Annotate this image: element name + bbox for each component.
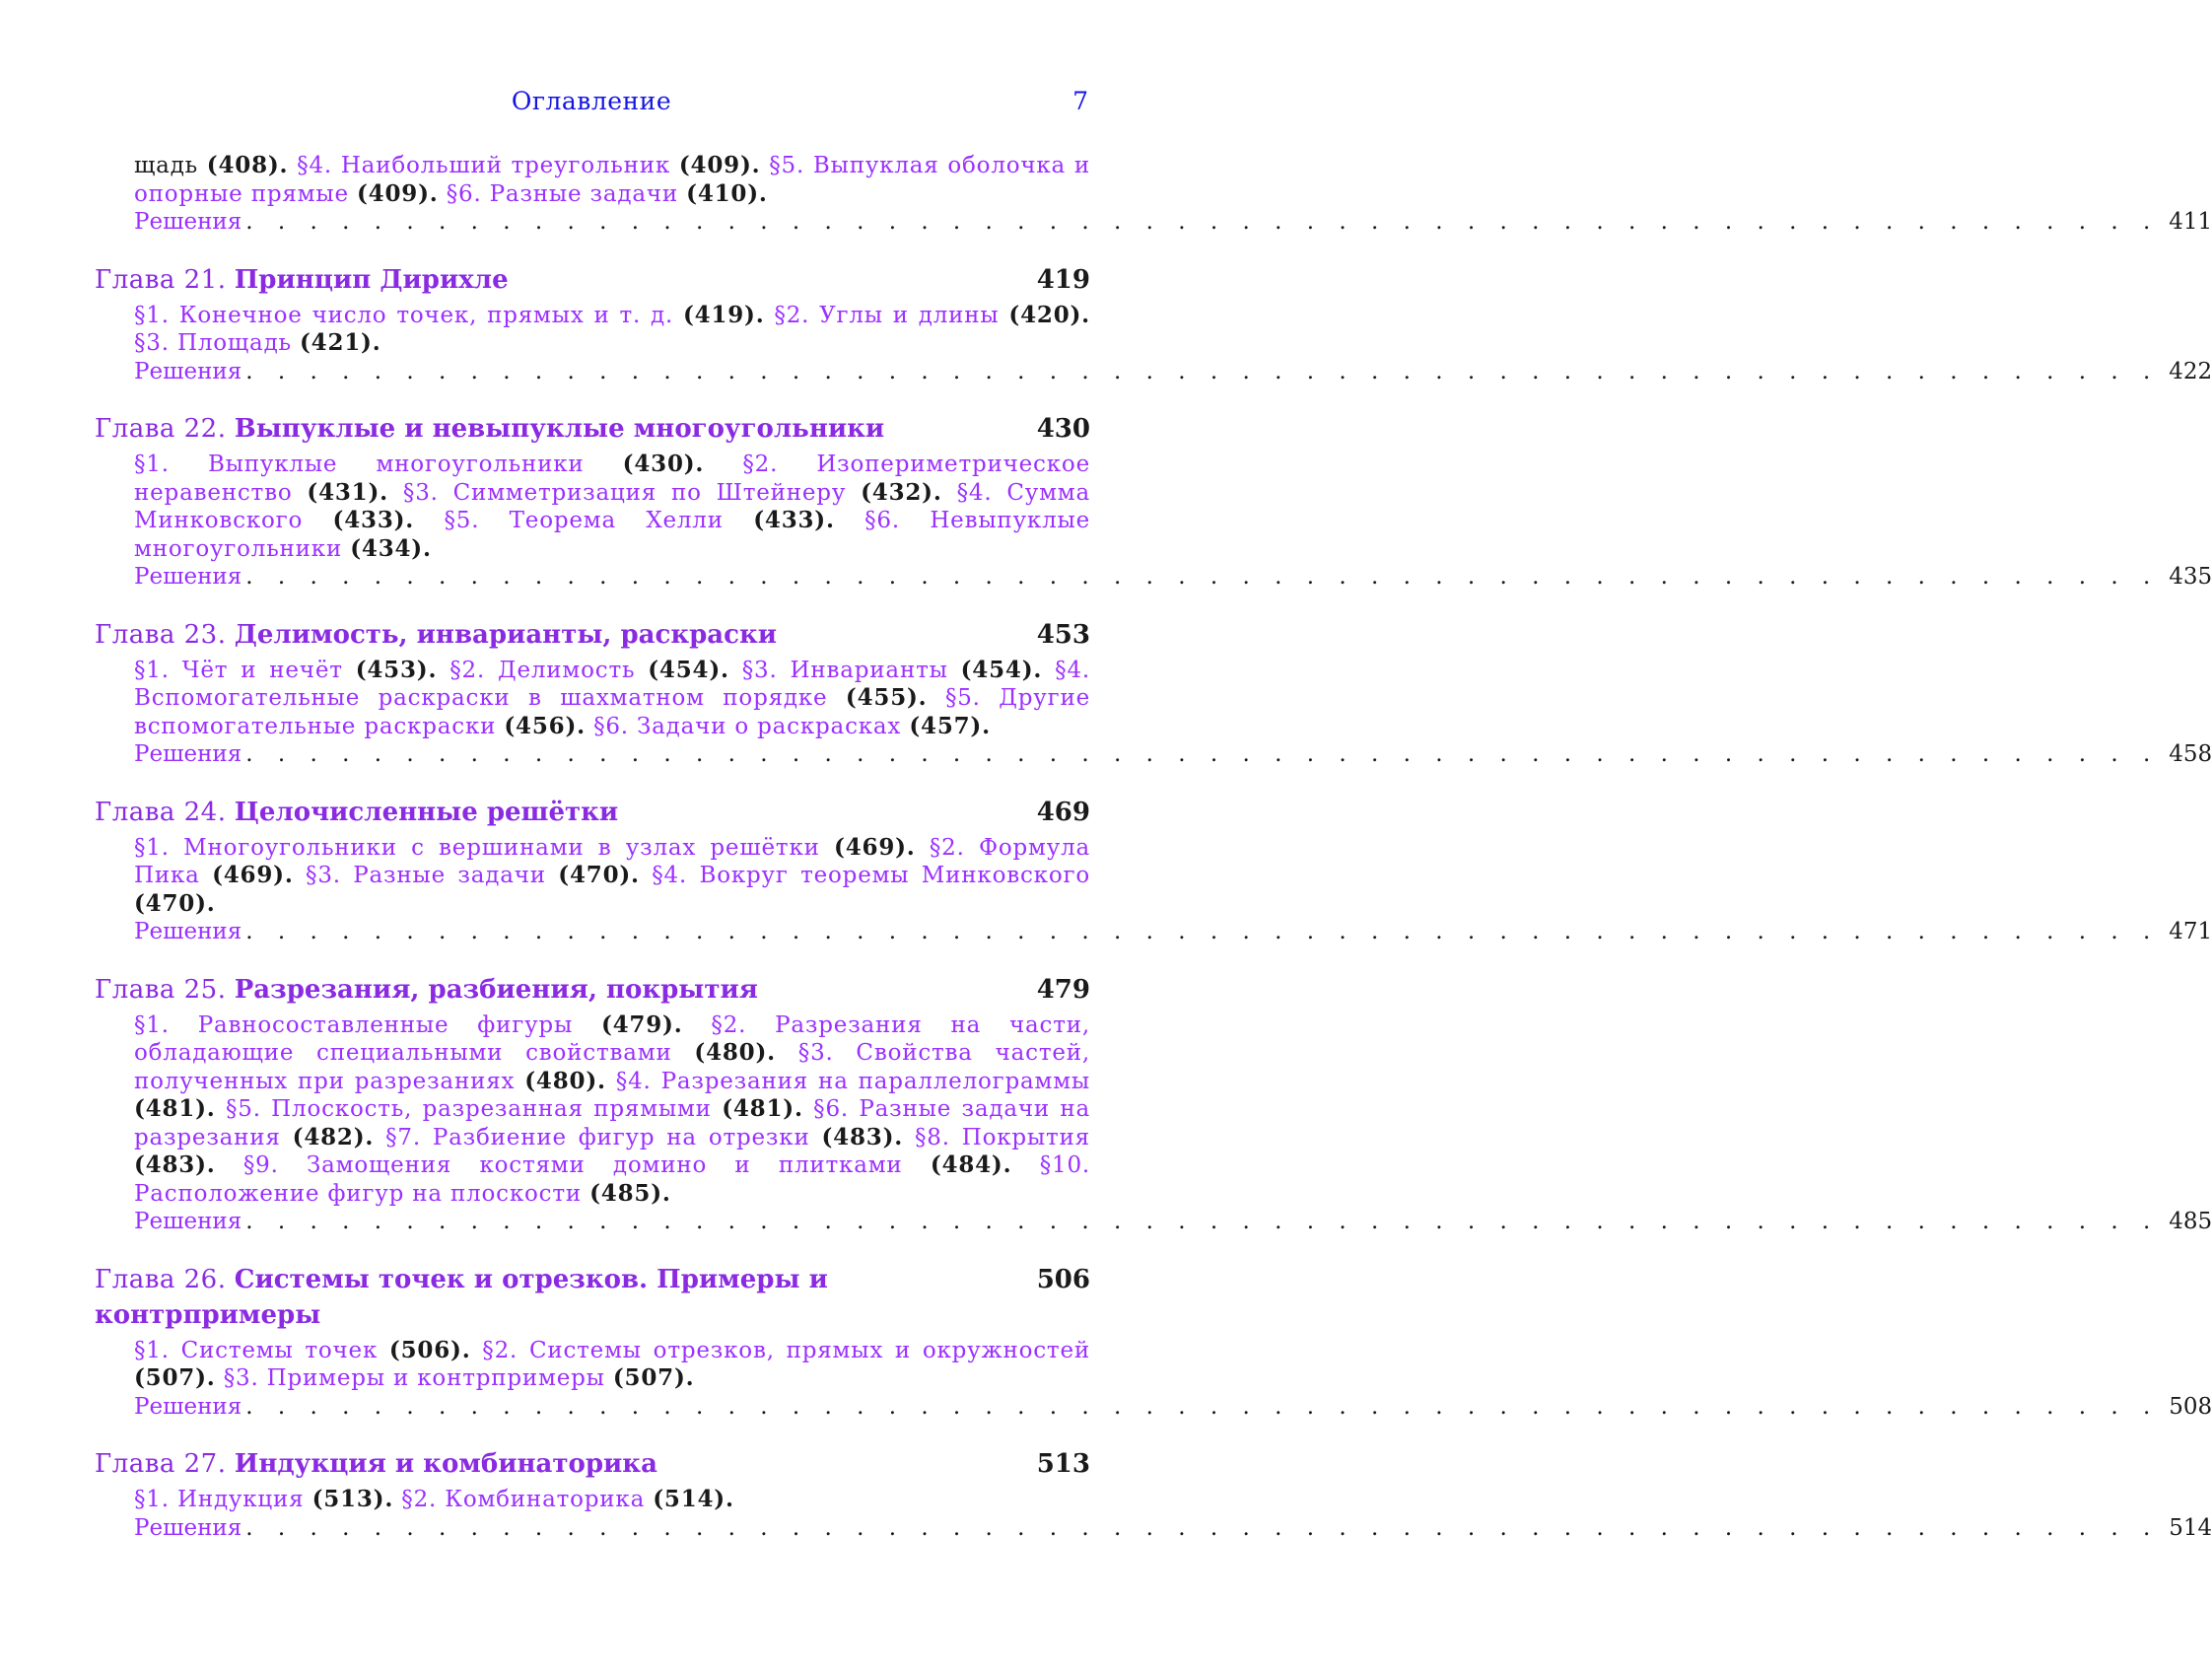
chapter-page: 453 (1036, 619, 1090, 650)
section-page: (485). (589, 1179, 671, 1207)
section-link[interactable]: §1. Индукция (134, 1487, 312, 1512)
chapter-title[interactable]: Разрезания, разбиения, покрытия (234, 974, 758, 1005)
section-page: (481). (722, 1095, 803, 1122)
section-link[interactable]: §3. Симметризация по Штейнеру (387, 479, 862, 506)
section-page: (507). (612, 1364, 695, 1391)
chapter-title[interactable]: Принцип Дирихле (234, 264, 509, 295)
section-link[interactable]: §6. Разные задачи (438, 180, 687, 207)
section-link[interactable]: §1. Выпуклые многоугольники (134, 452, 623, 477)
solutions-label[interactable]: Решения (134, 564, 242, 590)
solutions-line[interactable] (95, 563, 2212, 592)
section-page: (507). (134, 1364, 216, 1391)
chapter-heading[interactable] (95, 795, 1090, 830)
section-page: (409). (357, 179, 439, 207)
section-link[interactable]: §3. Разные задачи (293, 863, 559, 888)
section-page: (469). (212, 862, 294, 888)
section-link[interactable]: §9. Замощения костями домино и плитками (215, 1152, 931, 1178)
section-link[interactable]: §3. Площадь (134, 330, 300, 356)
section-link[interactable]: §4. Наибольший треугольник (288, 153, 679, 178)
section-link[interactable]: §5. Другие вспомогательные раскраски (134, 685, 1090, 739)
chapter-title[interactable]: Индукция и комбинаторика (234, 1449, 657, 1479)
chapter-label[interactable]: Глава 21. (95, 264, 227, 295)
chapter-heading[interactable] (95, 972, 1090, 1008)
section-link[interactable]: §1. Системы точек (134, 1337, 389, 1363)
solutions-page: 422 (2169, 358, 2212, 384)
section-link[interactable]: §8. Покрытия (903, 1124, 1090, 1150)
section-link[interactable]: §2. Формула Пика (134, 834, 1090, 888)
leader-dots: . . . . . . . . . . . . . . . . . . . . . . . . . . . . . . . . . . . . . . . . . . . . . . . . . . . . . . . . . . . . (245, 209, 2160, 235)
section-link[interactable]: §1. Конечное число точек, прямых и т. д. (134, 302, 683, 328)
chapter-page: 419 (1036, 264, 1090, 295)
solutions-label[interactable]: Решения (134, 358, 242, 384)
chapter-heading[interactable] (95, 262, 1090, 298)
section-link[interactable]: §6. Разные задачи на разрезания (134, 1096, 1090, 1150)
solutions-line[interactable] (95, 208, 2212, 237)
solutions-line[interactable] (95, 1393, 2212, 1422)
section-link[interactable]: §2. Системы отрезков, прямых и окружностей (470, 1337, 1090, 1363)
page-header (0, 87, 1183, 126)
solutions-page: 485 (2169, 1209, 2212, 1234)
chapter-label[interactable]: Глава 27. (95, 1449, 227, 1479)
chapter-label[interactable]: Глава 25. (95, 974, 227, 1005)
solutions-page: 514 (2169, 1514, 2212, 1541)
section-page: (483). (821, 1123, 904, 1150)
section-page: (420). (1008, 301, 1090, 328)
chapter-entry (95, 411, 2212, 592)
section-link[interactable]: §6. Невыпуклые многоугольники (134, 508, 1091, 562)
section-link[interactable]: §2. Делимость (437, 657, 649, 683)
section-link[interactable]: §4. Вспомогательные раскраски в шахматном порядке (134, 657, 1090, 711)
solutions-page: 508 (2169, 1393, 2212, 1420)
chapter-entry (95, 795, 2212, 946)
chapter-entry (95, 1262, 2212, 1422)
section-link[interactable]: §3. Примеры и контрпримеры (215, 1365, 613, 1391)
section-page: (421). (299, 329, 381, 356)
solutions-line[interactable] (95, 918, 2212, 946)
solutions-line[interactable] (95, 358, 2212, 386)
chapter-label[interactable]: Глава 24. (95, 797, 227, 827)
section-link[interactable]: §3. Инварианты (728, 657, 961, 683)
chapter-entry (95, 1446, 2212, 1542)
section-link[interactable]: §6. Задачи о раскрасках (585, 713, 910, 739)
leader-dots: . . . . . . . . . . . . . . . . . . . . . . . . . . . . . . . . . . . . . . . . . . . . . . . . . . . . . . . . . . . . (245, 358, 2160, 384)
chapter-label[interactable]: Глава 23. (95, 619, 227, 650)
continuation-sections (134, 152, 1090, 208)
section-page: (419). (682, 301, 765, 328)
leader-dots: . . . . . . . . . . . . . . . . . . . . . . . . . . . . . . . . . . . . . . . . . . . . . . . . . . . . . . . . . . . . (245, 1393, 2160, 1420)
chapter-page: 430 (1036, 414, 1090, 444)
solutions-page: 458 (2169, 741, 2212, 767)
section-link[interactable]: §10. Расположение фигур на плоскости (134, 1152, 1090, 1207)
section-page: (454). (648, 656, 729, 683)
chapter-page: 479 (1036, 974, 1090, 1005)
section-link[interactable]: §5. Теорема Хелли (414, 508, 754, 533)
section-page: (480). (524, 1067, 606, 1094)
section-link[interactable]: §5. Плоскость, разрезанная прямыми (215, 1096, 723, 1122)
section-page: (455). (845, 684, 928, 711)
solutions-line[interactable] (95, 740, 2212, 769)
section-page: (470). (558, 862, 640, 888)
section-page: (434). (350, 534, 432, 562)
section-link[interactable]: §1. Чёт и нечёт (134, 657, 356, 683)
chapter-sections (95, 302, 1090, 358)
running-title: Оглавление (511, 87, 672, 115)
chapter-heading[interactable] (95, 617, 1090, 653)
section-page: (409). (678, 152, 761, 178)
chapter-title[interactable]: Системы точек и отрезков. Примеры и контрпримеры (95, 1264, 828, 1330)
chapter-entry (95, 617, 2212, 769)
section-page: (453). (355, 656, 438, 683)
solutions-label[interactable]: Решения (134, 919, 242, 944)
section-link[interactable]: §7. Разбиение фигур на отрезки (374, 1124, 822, 1150)
section-link[interactable]: §1. Равносоставленные фигуры (134, 1011, 601, 1038)
section-page: (408). (206, 152, 289, 178)
section-page: (513). (311, 1486, 394, 1512)
section-page: (410). (686, 179, 768, 207)
leader-dots: . . . . . . . . . . . . . . . . . . . . . . . . . . . . . . . . . . . . . . . . . . . . . . . . . . . . . . . . . . . . (245, 564, 2160, 590)
solutions-label[interactable]: Решения (134, 209, 242, 235)
section-link[interactable]: §2. Комбинаторика (393, 1487, 654, 1512)
section-page: (454). (960, 656, 1043, 683)
page-number: 7 (1072, 87, 1088, 115)
solutions-label[interactable]: Решения (134, 1209, 242, 1234)
chapter-label[interactable]: Глава 26. (95, 1264, 227, 1294)
section-page: (480). (694, 1039, 776, 1066)
solutions-line[interactable] (95, 1514, 2212, 1543)
section-page: (456). (504, 712, 586, 739)
solutions-page: 471 (2169, 919, 2212, 944)
leader-dots: . . . . . . . . . . . . . . . . . . . . . . . . . . . . . . . . . . . . . . . . . . . . . . . . . . . . . . . . . . . . (245, 919, 2160, 944)
chapter-page: 506 (1036, 1264, 1090, 1294)
section-page: (514). (653, 1486, 734, 1512)
chapter-sections (95, 451, 1090, 563)
section-link[interactable]: §1. Многоугольники с вершинами в узлах решётки (134, 834, 835, 861)
section-page: (506). (388, 1336, 471, 1363)
chapter-sections (95, 834, 1090, 919)
section-link[interactable]: §2. Изопериметрическое неравенство (134, 452, 1090, 506)
section-page: (431). (307, 478, 388, 506)
solutions-label[interactable]: Решения (134, 1393, 242, 1420)
chapter-sections (95, 657, 1090, 741)
leader-dots: . . . . . . . . . . . . . . . . . . . . . . . . . . . . . . . . . . . . . . . . . . . . . . . . . . . . . . . . . . . . (245, 1209, 2160, 1234)
table-of-contents (95, 148, 2212, 1542)
section-link[interactable]: §3. Свойства частей, полученных при разрезаниях (134, 1040, 1090, 1094)
section-page: (483). (134, 1151, 216, 1178)
solutions-page: 435 (2169, 564, 2212, 590)
chapter-heading[interactable] (95, 1446, 1090, 1482)
chapter-title[interactable]: Целочисленные решётки (234, 797, 619, 827)
chapter-list (95, 262, 2212, 1543)
leader-dots: . . . . . . . . . . . . . . . . . . . . . . . . . . . . . . . . . . . . . . . . . . . . . . . . . . . . . . . . . . . . (245, 741, 2160, 767)
section-link[interactable]: §4. Разрезания на параллелограммы (605, 1068, 1090, 1094)
chapter-entry (95, 972, 2212, 1236)
solutions-line[interactable] (95, 1208, 2212, 1236)
section-link[interactable]: §5. Выпуклая оболочка и опорные прямые (134, 153, 1090, 207)
section-page: (470). (134, 889, 216, 917)
chapter-title[interactable]: Выпуклые и невыпуклые многоугольники (234, 414, 885, 444)
chapter-page: 513 (1036, 1449, 1090, 1479)
section-page: (457). (909, 712, 991, 739)
section-page: (479). (600, 1011, 683, 1038)
chapter-sections (95, 1337, 1090, 1393)
section-page: (481). (134, 1095, 216, 1122)
chapter-heading[interactable] (95, 1262, 1090, 1333)
chapter-heading[interactable] (95, 411, 1090, 447)
solutions-label[interactable]: Решения (134, 741, 242, 767)
section-page: (469). (834, 833, 916, 861)
section-page: (433). (753, 507, 835, 533)
solutions-page: 411 (2169, 209, 2212, 235)
section-link[interactable]: §2. Углы и длины (764, 302, 1009, 328)
leader-dots: . . . . . . . . . . . . . . . . . . . . . . . . . . . . . . . . . . . . . . . . . . . . . . . . . . . . . . . . . . . . (245, 1514, 2160, 1541)
section-page: (432). (861, 478, 942, 506)
section-page: (484). (930, 1151, 1012, 1178)
section-link[interactable]: §4. Сумма Минковского (134, 479, 1090, 533)
chapter-sections (95, 1011, 1090, 1209)
section-link[interactable]: §2. Разрезания на части, обладающие специальными свойствами (134, 1011, 1090, 1066)
chapter-label[interactable]: Глава 22. (95, 414, 227, 444)
section-page: (430). (622, 451, 705, 477)
chapter-entry (95, 262, 2212, 386)
section-link[interactable]: §4. Вокруг теоремы Минковского (639, 863, 1090, 888)
section-page: (482). (292, 1123, 375, 1150)
chapter-sections (95, 1486, 1090, 1514)
continuation-text: щадь (134, 153, 207, 178)
continuation-block (95, 152, 1090, 208)
chapter-title[interactable]: Делимость, инварианты, раскраски (234, 619, 778, 650)
solutions-label[interactable]: Решения (134, 1514, 242, 1541)
chapter-page: 469 (1036, 797, 1090, 827)
section-page: (433). (332, 507, 415, 533)
